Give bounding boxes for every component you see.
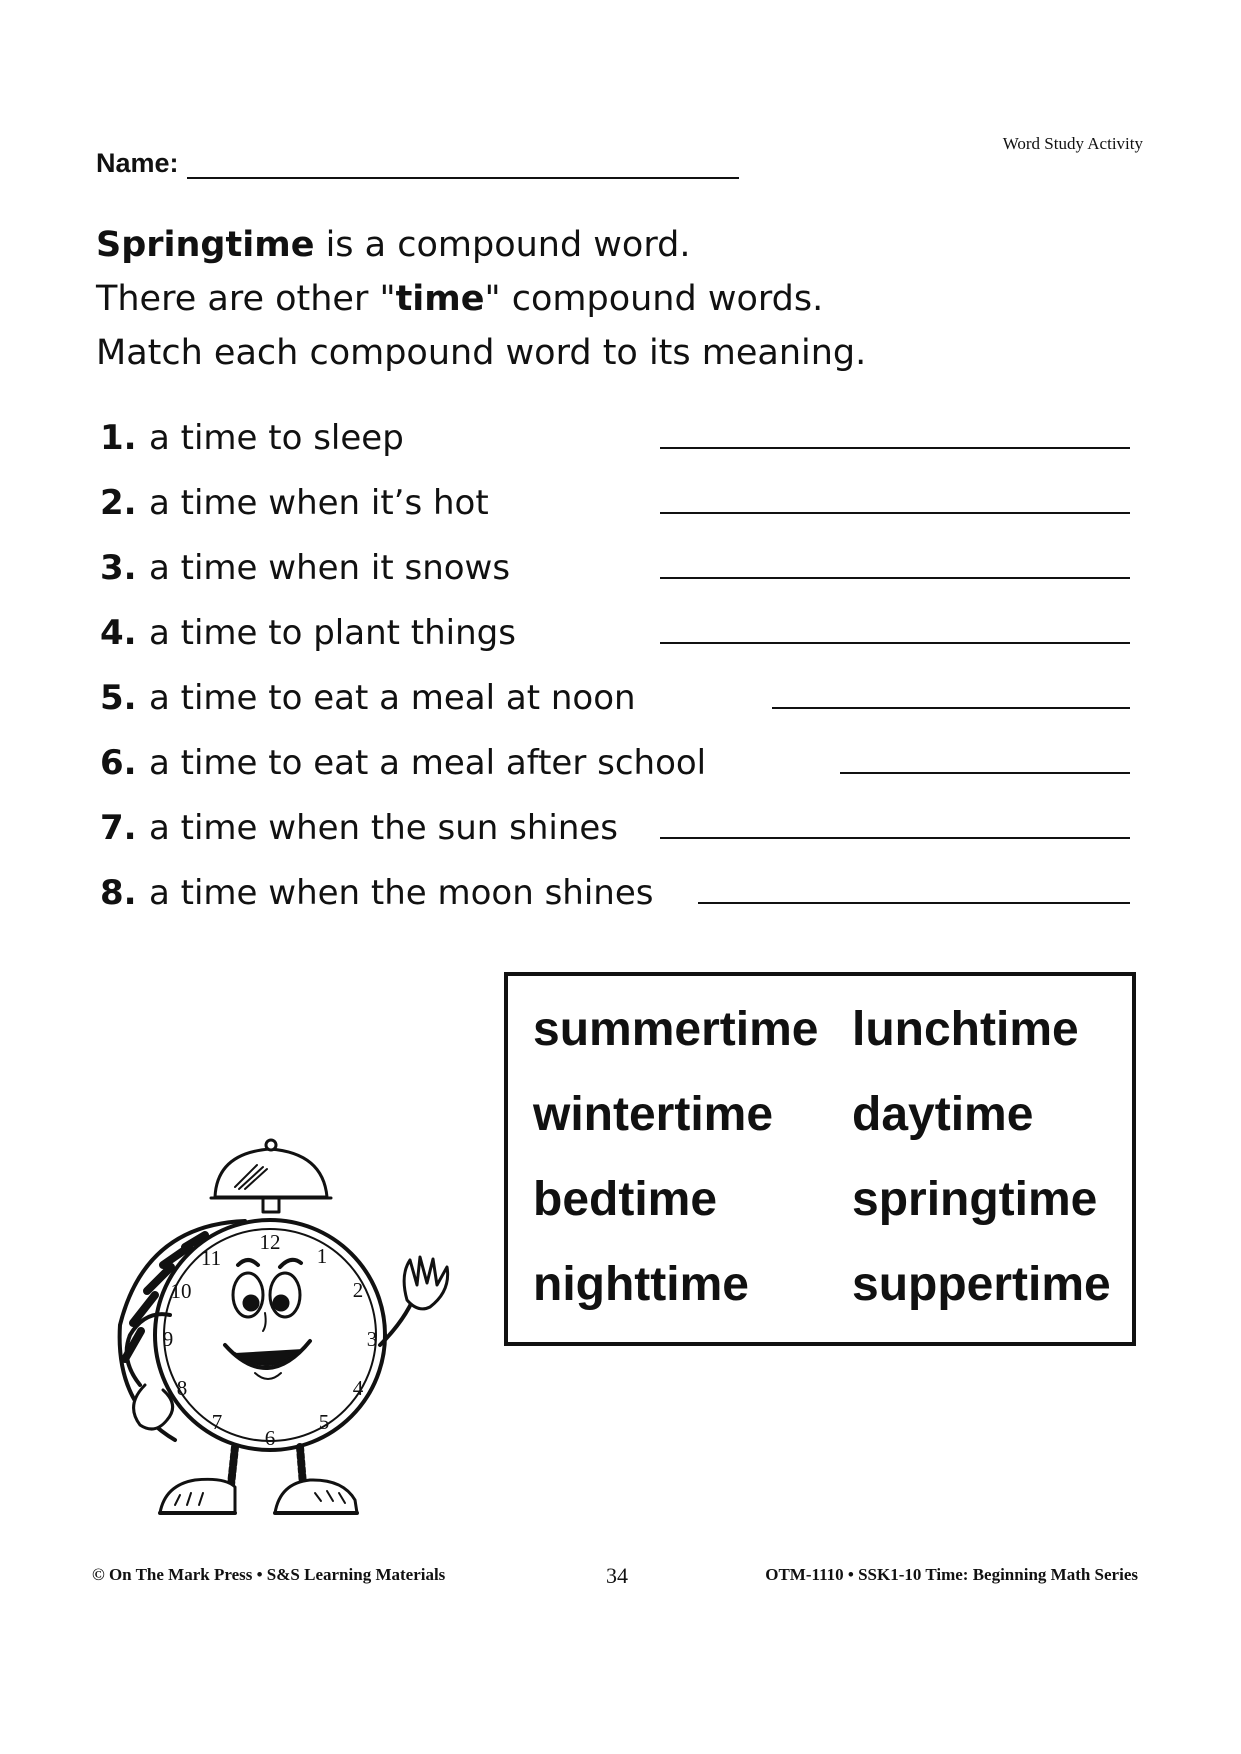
question-item [100, 730, 1130, 795]
clock-number: 5 [318, 1410, 330, 1434]
word-bank-item: daytime [852, 1088, 1034, 1141]
question-text: a time when it snows [149, 547, 511, 588]
question-item [100, 470, 1130, 535]
clock-number: 6 [264, 1426, 276, 1450]
footer-publisher: © On The Mark Press • S&S Learning Materials [92, 1565, 446, 1584]
question-text: a time when the moon shines [149, 872, 654, 913]
word-bank-item: lunchtime [852, 1003, 1079, 1056]
question-number: 3. [100, 547, 137, 588]
word-bank-item: summertime [533, 1003, 819, 1056]
question-text: a time to sleep [149, 417, 404, 458]
question-item [100, 860, 1130, 925]
answer-line[interactable] [660, 577, 1130, 579]
name-field[interactable] [187, 149, 739, 179]
clock-number: 10 [170, 1279, 192, 1303]
word-bank-item: bedtime [533, 1173, 718, 1226]
clock-number: 1 [316, 1244, 328, 1268]
question-number: 6. [100, 742, 137, 783]
question-text: a time when it’s hot [149, 482, 489, 523]
answer-line[interactable] [660, 642, 1130, 644]
question-item [100, 665, 1130, 730]
question-item [100, 535, 1130, 600]
answer-line[interactable] [772, 707, 1130, 709]
instruction-text: " compound words. [484, 279, 824, 319]
clock-number: 2 [352, 1278, 364, 1302]
answer-line[interactable] [698, 902, 1130, 904]
clock-number: 7 [211, 1410, 223, 1434]
instruction-line-1 [96, 218, 866, 272]
clock-number: 4 [352, 1376, 364, 1400]
answer-line[interactable] [660, 447, 1130, 449]
question-text: a time to eat a meal after school [149, 742, 707, 783]
question-number: 2. [100, 482, 137, 523]
question-text: a time to plant things [149, 612, 516, 653]
question-item [100, 600, 1130, 665]
instruction-line-2 [96, 272, 866, 326]
word-bank-item: springtime [852, 1173, 1098, 1226]
name-label: Name: [96, 148, 179, 178]
question-item [100, 795, 1130, 860]
answer-line[interactable] [660, 837, 1130, 839]
word-bank-item: suppertime [852, 1258, 1111, 1311]
keyword-springtime: Springtime [96, 225, 315, 265]
instruction-text: is a compound word. [314, 225, 691, 265]
question-number: 1. [100, 417, 137, 458]
question-number: 5. [100, 677, 137, 718]
clock-character-illustration [85, 1135, 505, 1545]
activity-label: Word Study Activity [1002, 134, 1143, 153]
clock-number: 3 [366, 1327, 378, 1351]
clock-number: 8 [176, 1376, 188, 1400]
word-bank-item: nighttime [533, 1258, 749, 1311]
word-bank [504, 972, 1136, 1346]
footer-series: OTM-1110 • SSK1-10 Time: Beginning Math Series [765, 1565, 1138, 1584]
answer-line[interactable] [660, 512, 1130, 514]
question-number: 7. [100, 807, 137, 848]
clock-number: 12 [259, 1230, 281, 1254]
question-item [100, 405, 1130, 470]
question-number: 8. [100, 872, 137, 913]
clock-number: 11 [200, 1246, 222, 1270]
instruction-text: There are other " [96, 279, 396, 319]
question-text: a time to eat a meal at noon [149, 677, 636, 718]
question-text: a time when the sun shines [149, 807, 619, 848]
instruction-line-3: Match each compound word to its meaning. [96, 333, 867, 373]
clock-number: 9 [162, 1327, 174, 1351]
question-list [100, 405, 1130, 925]
page-number: 34 [606, 1563, 628, 1588]
answer-line[interactable] [840, 772, 1130, 774]
instructions [96, 218, 866, 380]
name-row [96, 148, 739, 179]
question-number: 4. [100, 612, 137, 653]
keyword-time: time [395, 279, 485, 319]
word-bank-item: wintertime [533, 1088, 774, 1141]
